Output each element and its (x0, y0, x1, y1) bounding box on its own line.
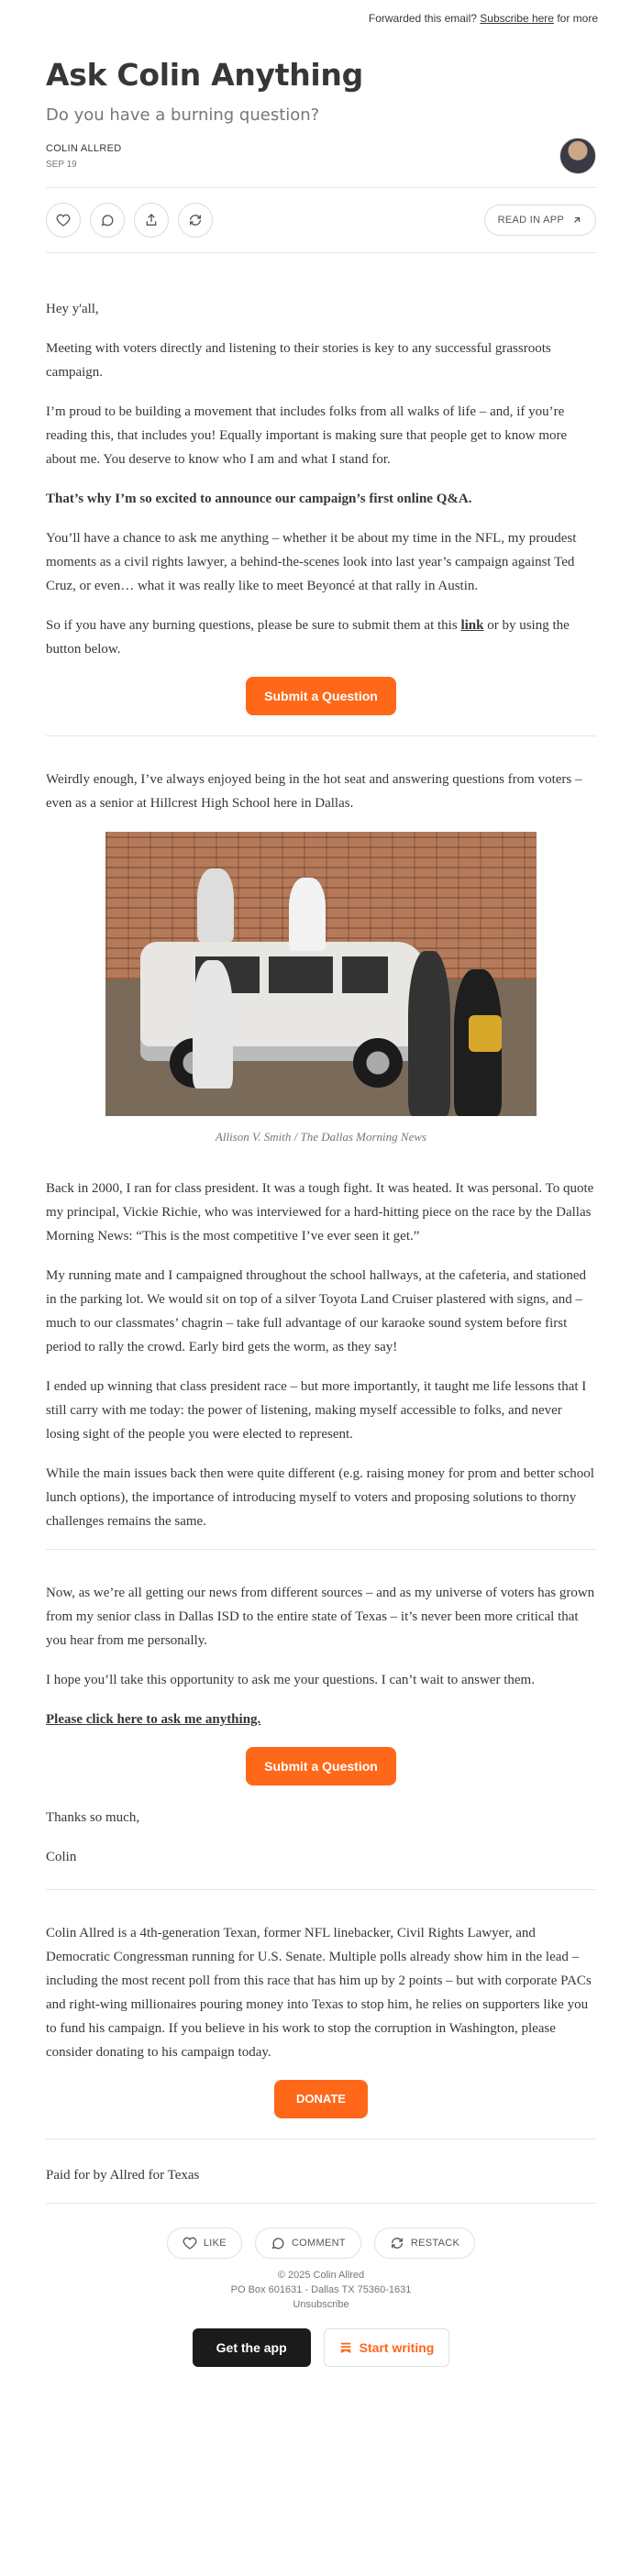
greeting: Hey y'all, (46, 302, 99, 316)
heart-icon (183, 2236, 197, 2250)
signature: Colin (46, 1850, 77, 1864)
signoff: Thanks so much, (46, 1810, 140, 1825)
copyright: © 2025 Colin Allred (277, 2270, 365, 2281)
restack-icon (390, 2236, 404, 2250)
text: So if you have any burning questions, please be sure to submit them at this (46, 618, 461, 633)
photo-caption: Allison V. Smith / The Dallas Morning News (215, 1130, 427, 1144)
paragraph: My running mate and I campaigned throughout the school hallways, at the cafeteria, and stationed in the parking lot. We would sit on top of a silver Toyota Land Cruiser plastered with signs, and – much to our classmates’ chagrin – take full advantage of our karaoke sound system before first period to rally the crowd. Early bird gets the worm, as they say! (46, 1268, 586, 1354)
post-title[interactable]: Ask Colin Anything (46, 57, 363, 93)
post-meta (46, 138, 596, 174)
start-writing-label: Start writing (359, 2340, 435, 2355)
paragraph: Weirdly enough, I’ve always enjoyed being in the hot seat and answering questions from voters – even as a senior at Hillcrest High School here in Dallas. (46, 772, 582, 811)
paragraph: I’m proud to be building a movement that includes folks from all walks of life – and, if you’re reading this, that includes you! Equally important is making sure that people get to know more about me. You deserve to know who I am and what I stand for. (46, 404, 568, 467)
paragraph: I hope you’ll take this opportunity to ask me your questions. I can’t wait to answer them. (46, 1673, 535, 1687)
submit-question-button-2[interactable]: Submit a Question (246, 1747, 396, 1786)
restack-pill-button[interactable] (374, 2228, 475, 2259)
paragraph: Meeting with voters directly and listening to their stories is key to any successful grassroots campaign. (46, 341, 551, 380)
campaign-photo[interactable] (105, 832, 537, 1116)
start-writing-button[interactable] (324, 2328, 450, 2367)
forward-prefix: Forwarded this email? (368, 12, 481, 25)
divider (46, 735, 596, 736)
post-body (46, 297, 596, 2204)
text: or by using the button below. (46, 618, 570, 657)
submit-question-button[interactable]: Submit a Question (246, 677, 396, 715)
read-in-app-button[interactable] (484, 205, 596, 236)
paragraph (46, 1708, 596, 1731)
paragraph: While the main issues back then were quite different (e.g. raising money for prom and better school lunch options), the importance of introducing myself to voters and proposing solutions to thorny challenges remains the same. (46, 1466, 594, 1529)
restack-button[interactable] (178, 203, 213, 238)
heart-icon (56, 213, 71, 227)
forward-notice (0, 0, 642, 28)
divider (46, 2203, 596, 2204)
comment-icon (271, 2236, 285, 2250)
comment-button[interactable] (90, 203, 125, 238)
submit-link[interactable]: link (460, 618, 484, 633)
restack-icon (188, 213, 203, 227)
paragraph: I ended up winning that class president race – but more importantly, it taught me life lessons that I still carry with me today: the power of listening, making myself accessible to folks, and never losing sight of the people you were elected to represent. (46, 1379, 587, 1442)
post-date: SEP 19 (46, 159, 77, 170)
divider (46, 1889, 596, 1890)
comment-pill-button[interactable] (255, 2228, 361, 2259)
author-avatar[interactable] (559, 138, 596, 174)
paragraph-with-link (46, 614, 596, 661)
app-cta-row (46, 2328, 596, 2367)
footer (46, 2268, 596, 2312)
share-button[interactable] (134, 203, 169, 238)
share-icon (144, 213, 159, 227)
like-pill-button[interactable] (167, 2228, 242, 2259)
author-name[interactable]: COLIN ALLRED (46, 142, 122, 154)
comment-label: COMMENT (291, 2238, 346, 2249)
read-in-app-label: READ IN APP (497, 215, 564, 226)
subscribe-link[interactable]: Subscribe here (480, 12, 554, 25)
post-subtitle: Do you have a burning question? (46, 105, 320, 125)
address: PO Box 601631 - Dallas TX 75360-1631 (230, 2284, 412, 2295)
paragraph: Now, as we’re all getting our news from different sources – and as my universe of voters has grown from my senior class in Dallas ISD to the entire state of Texas – it’s never been more critical that you hear from me personally. (46, 1586, 595, 1648)
bold-announcement: That’s why I’m so excited to announce our campaign’s first online Q&A. (46, 492, 472, 506)
action-bar (46, 187, 596, 253)
disclaimer: Paid for by Allred for Texas (46, 2168, 200, 2183)
paragraph: Colin Allred is a 4th-generation Texan, former NFL linebacker, Civil Rights Lawyer, and Democratic Congressman running for U.S. Senate. Multiple polls already show him in the lead – including the most recent poll from this race that has him up by 2 points – but with corporate PACs and right-wing millionaires pouring money into Texas to stop him, he relies on supporters like you to fund his campaign. If you believe in his work to stop the corruption in Washington, please consider donating to his campaign today. (46, 1926, 592, 2060)
unsubscribe-link[interactable]: Unsubscribe (293, 2299, 349, 2310)
content-column (46, 57, 596, 2385)
paragraph: You’ll have a chance to ask me anything – whether it be about my time in the NFL, my proudest moments as a civil rights lawyer, a behind-the-scenes look into last year’s campaign against Ted Cruz, or even… what it was really like to meet Beyoncé at that rally in Austin. (46, 531, 577, 593)
paragraph: Back in 2000, I ran for class president. It was a tough fight. It was heated. It was personal. To quote my principal, Vickie Richie, who was interviewed for a hard-hitting piece on the race by the Dallas Morning News: “This is the most competitive I’ve ever seen it get.” (46, 1181, 594, 1244)
forward-suffix: for more (553, 12, 598, 25)
like-button[interactable] (46, 203, 81, 238)
substack-logo-icon (339, 2341, 352, 2354)
divider (46, 1549, 596, 1550)
donate-button[interactable]: DONATE (274, 2080, 368, 2118)
restack-label: RESTACK (410, 2238, 460, 2249)
ask-me-anything-link[interactable]: Please click here to ask me anything. (46, 1712, 261, 1727)
arrow-up-right-icon (571, 215, 582, 226)
bottom-actions (46, 2228, 596, 2259)
like-label: LIKE (203, 2238, 227, 2249)
get-app-button[interactable]: Get the app (193, 2328, 311, 2367)
comment-icon (100, 213, 115, 227)
